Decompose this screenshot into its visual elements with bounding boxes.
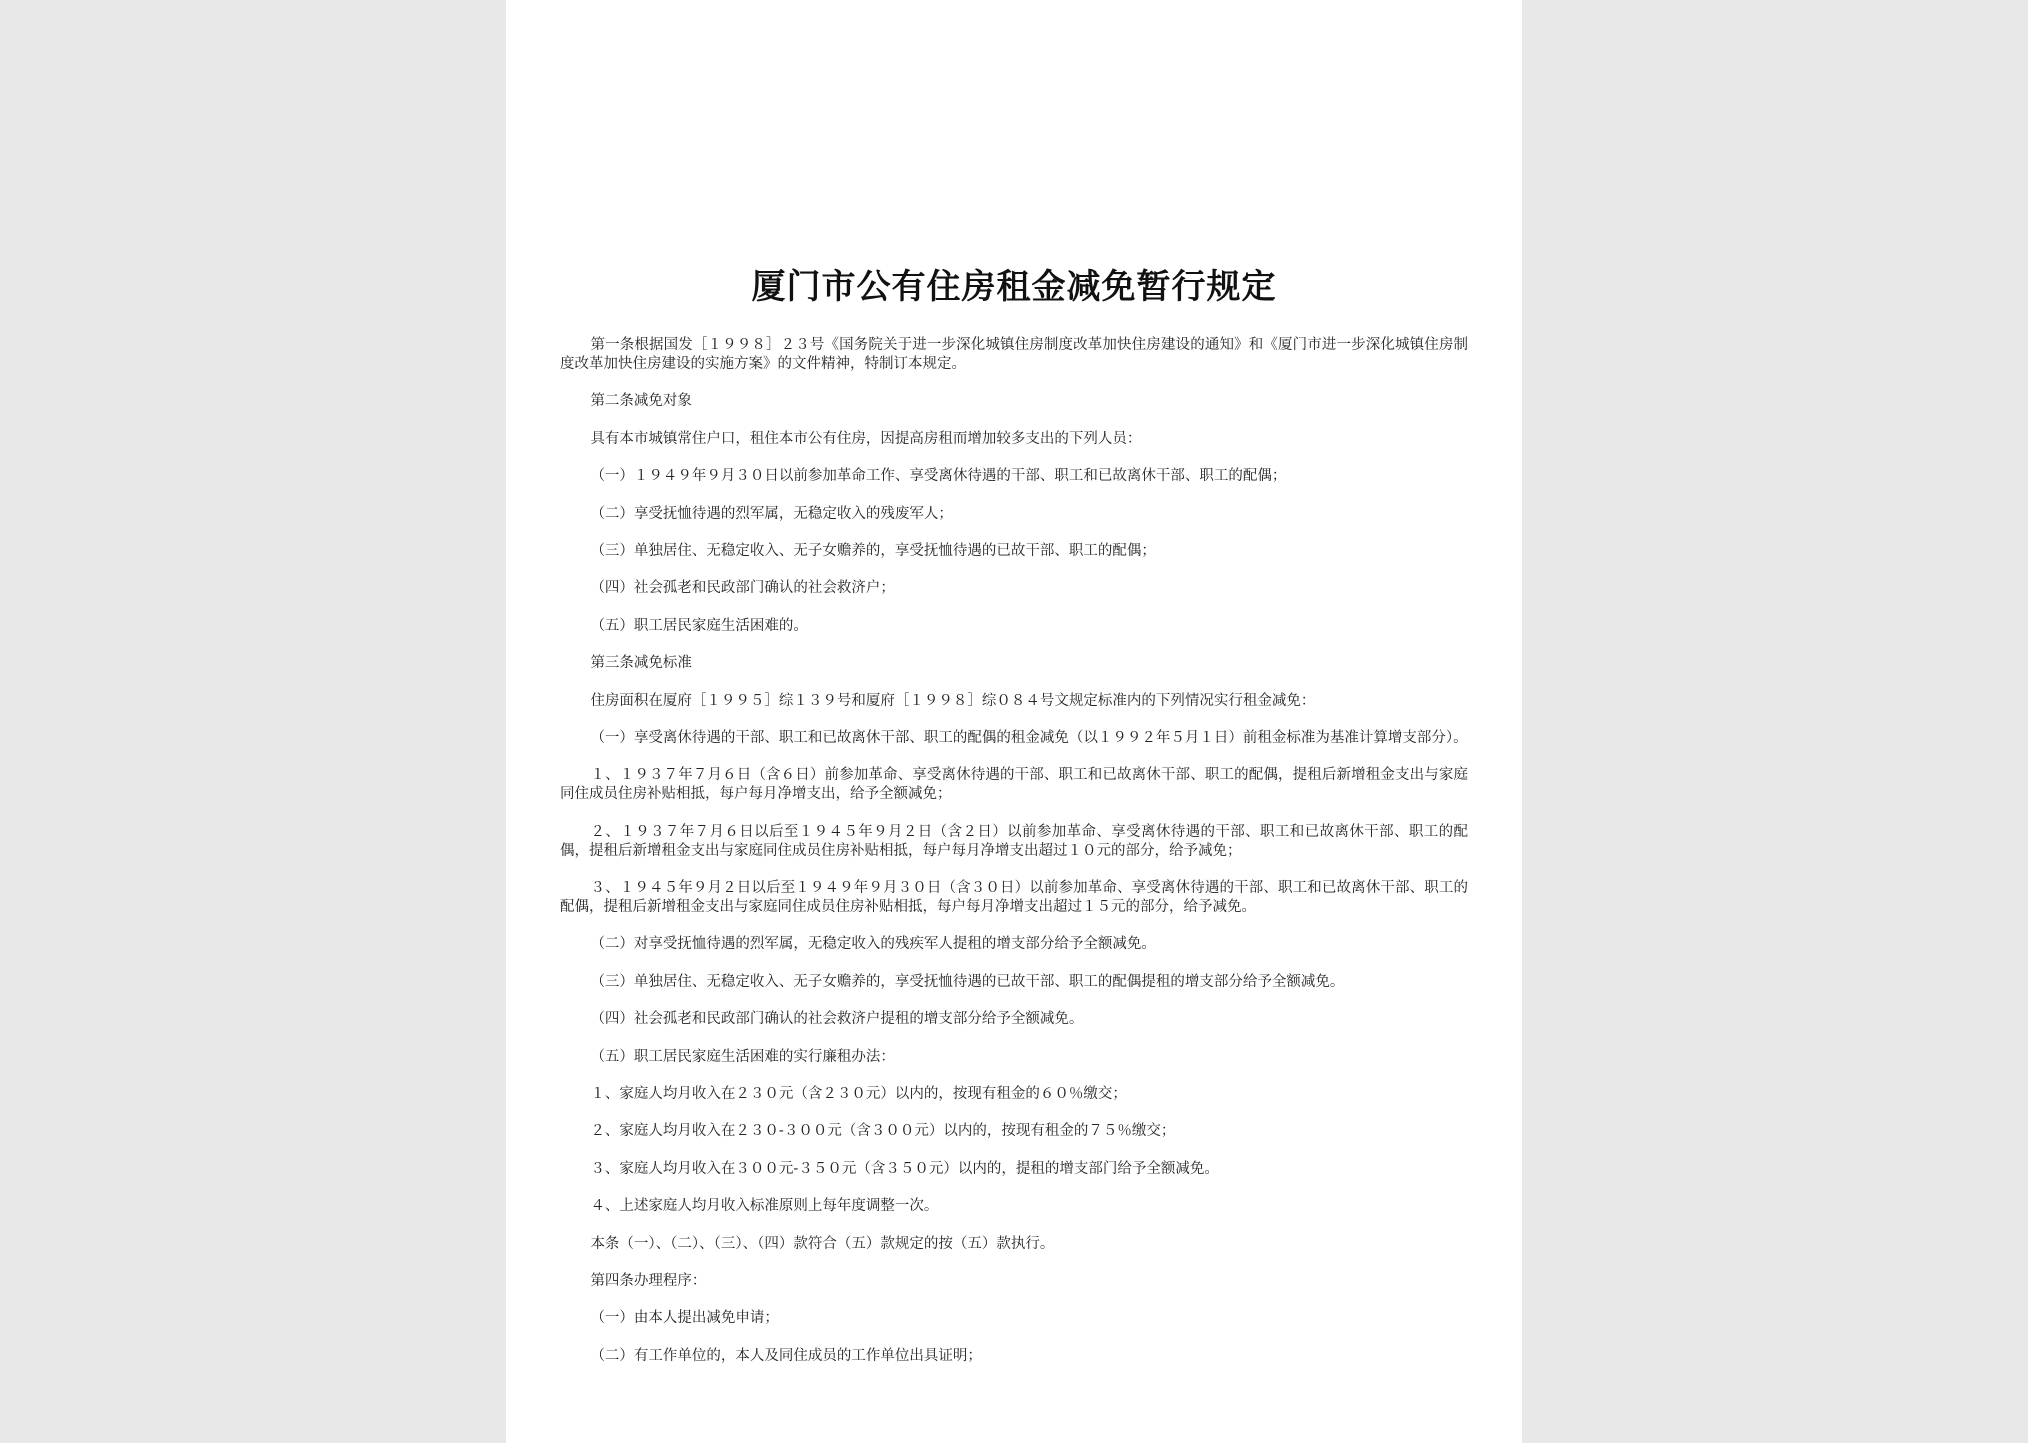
list-item: （四）社会孤老和民政部门确认的社会救济户提租的增支部分给予全额减免。 [590, 1011, 1084, 1028]
list-item: （二）对享受抚恤待遇的烈军属，无稳定收入的残疾军人提租的增支部分给予全额减免。 [590, 936, 1156, 953]
list-item: （三）单独居住、无稳定收入、无子女赡养的，享受抚恤待遇的已故干部、职工的配偶提租的增支部分给予全额减免。 [590, 973, 1345, 990]
list-item: １、１９３７年７月６日（含６日）前参加革命、享受离休待遇的干部、职工和已故离休干部、职工的配偶，提租后新增租金支出与家庭同住成员住房补贴相抵，每户每月净增支出，给予全额减免； [560, 767, 1468, 803]
list-item: （一）１９４９年９月３０日以前参加革命工作、享受离休待遇的干部、职工和已故离休干部、职工的配偶； [590, 468, 1287, 485]
list-item: ４、上述家庭人均月收入标准原则上每年度调整一次。 [590, 1198, 939, 1215]
paragraph: 具有本市城镇常住户口，租住本市公有住房，因提高房租而增加较多支出的下列人员： [590, 430, 1142, 447]
list-item: ２、家庭人均月收入在２３０-３００元（含３００元）以内的，按现有租金的７５％缴交； [590, 1123, 1176, 1140]
document-title: 厦门市公有住房租金减免暂行规定 [751, 267, 1277, 307]
list-item: （一）由本人提出减免申请； [590, 1310, 779, 1327]
list-item: ３、家庭人均月收入在３００元-３５０元（含３５０元）以内的，提租的增支部门给予全额减免。 [590, 1160, 1219, 1177]
document-page [506, 0, 1522, 1443]
paragraph: 本条（一）、（二）、（三）、（四）款符合（五）款规定的按（五）款执行。 [590, 1235, 1055, 1252]
list-item: ３、１９４５年９月２日以后至１９４９年９月３０日（含３０日）以前参加革命、享受离休待遇的干部、职工和已故离休干部、职工的配偶，提租后新增租金支出与家庭同住成员住房补贴相抵，每户每月净增支出超过１５元的部分，给予减免。 [560, 880, 1468, 916]
list-item: （五）职工居民家庭生活困难的。 [590, 617, 808, 634]
list-item: （五）职工居民家庭生活困难的实行廉租办法： [590, 1048, 895, 1065]
document-body [560, 336, 1468, 1384]
section-heading: 第四条办理程序： [590, 1272, 707, 1289]
section-heading: 第二条减免对象 [590, 393, 692, 410]
list-item: １、家庭人均月收入在２３０元（含２３０元）以内的，按现有租金的６０％缴交； [590, 1086, 1127, 1103]
list-item: （二）有工作单位的，本人及同住成员的工作单位出具证明； [590, 1347, 982, 1364]
list-item: （二）享受抚恤待遇的烈军属，无稳定收入的残废军人； [590, 505, 953, 522]
list-item: ２、１９３７年７月６日以后至１９４５年９月２日（含２日）以前参加革命、享受离休待遇的干部、职工和已故离休干部、职工的配偶，提租后新增租金支出与家庭同住成员住房补贴相抵，每户每月净增支出超过１０元的部分，给予减免； [560, 823, 1468, 859]
paragraph: 第一条根据国发［１９９８］２３号《国务院关于进一步深化城镇住房制度改革加快住房建设的通知》和《厦门市进一步深化城镇住房制度改革加快住房建设的实施方案》的文件精神，特制订本规定。 [560, 337, 1468, 372]
list-item: （四）社会孤老和民政部门确认的社会救济户； [590, 580, 895, 597]
paragraph: 住房面积在厦府［１９９５］综１３９号和厦府［１９９８］综０８４号文规定标准内的下列情况实行租金减免： [590, 692, 1316, 709]
list-item: （一）享受离休待遇的干部、职工和已故离休干部、职工的配偶的租金减免（以１９９２年５月１日）前租金标准为基准计算增支部分）。 [590, 729, 1468, 746]
section-heading: 第三条减免标准 [590, 655, 692, 672]
list-item: （三）单独居住、无稳定收入、无子女赡养的，享受抚恤待遇的已故干部、职工的配偶； [590, 542, 1156, 559]
